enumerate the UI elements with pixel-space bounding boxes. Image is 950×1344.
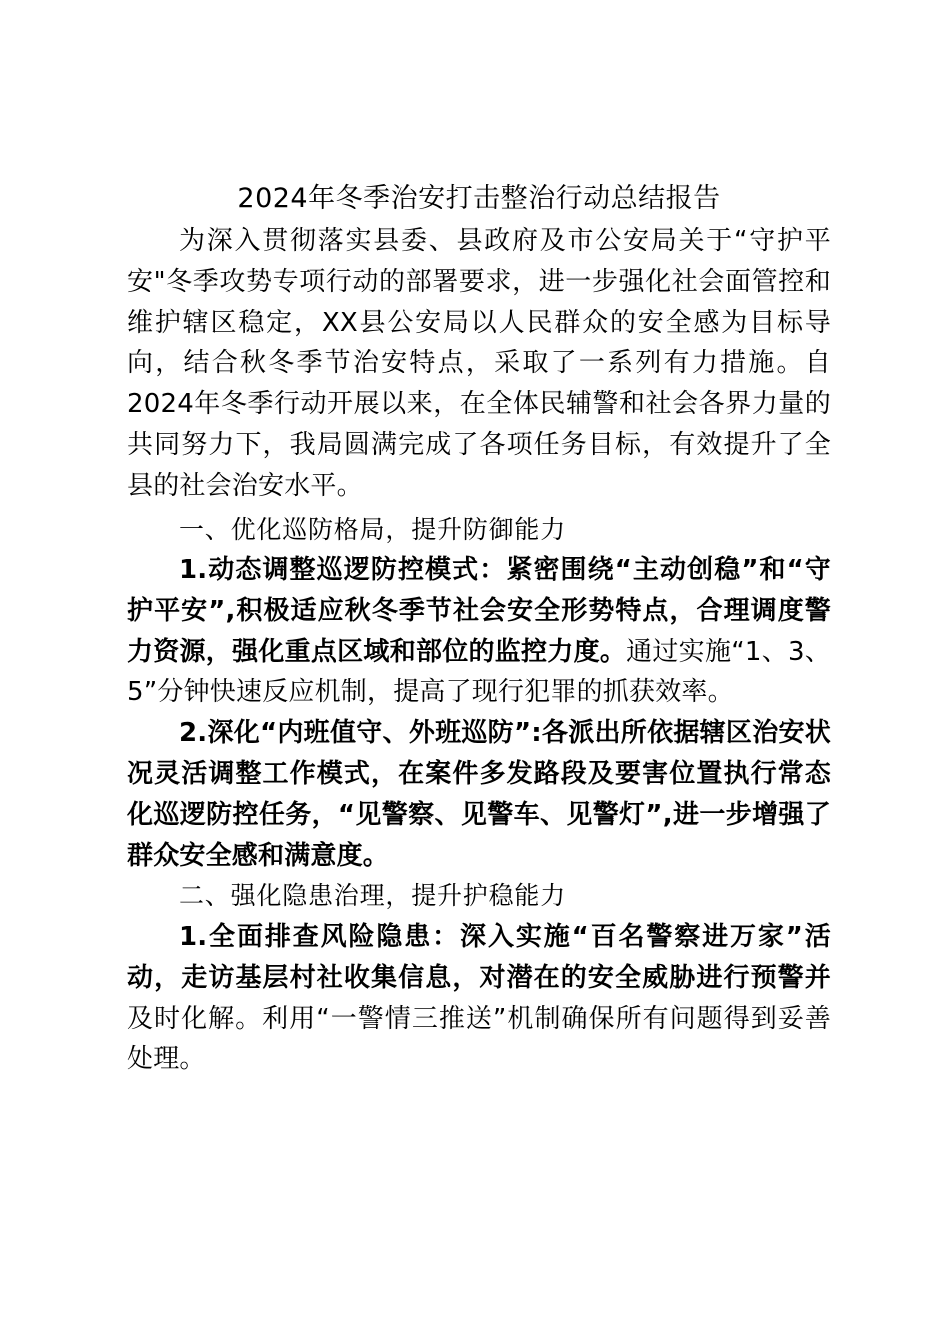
document-title: 2024年冬季治安打击整治行动总结报告 xyxy=(237,183,721,214)
section-1-heading: 一、优化巡防格局，提升防御能力 xyxy=(179,514,567,544)
section-1-item-2: 2.深化“内班值守、外班巡防”:各派出所依据辖区治安状况灵活调整工作模式，在案件多发路段及要害位置执行常态化巡逻防控任务，“见警察、见警车、见警灯”,进一步增强了群众安全感和满意度。 xyxy=(127,718,831,871)
section-1-item-1-bold: 1.动态调整巡逻防控模式：紧密围绕“主动创稳”和“守护平安”,积极适应秋冬季节社会安全形势特点，合理调度警力资源，强化重点区域和部位的监控力度。 xyxy=(127,555,831,667)
section-2-heading: 二、强化隐患治理，提升护稳能力 xyxy=(179,881,567,911)
document-page xyxy=(127,178,831,1080)
section-1-item-1-text: 通过实施“1、3、5”分钟快速反应机制，提高了现行犯罪的抓获效率。 xyxy=(127,636,831,708)
section-2-item-1-bold: 1.全面排查风险隐患：深入实施“百名警察进万家”活动，走访基层村社收集信息，对潜在的安全威胁进行预警并 xyxy=(127,921,831,993)
section-2-item-1 xyxy=(127,917,831,1080)
section-1-item-1 xyxy=(127,550,831,713)
section-2-item-1-text: 及时化解。利用“一警情三推送”机制确保所有问题得到妥善处理。 xyxy=(127,1003,831,1075)
intro-paragraph: 为深入贯彻落实县委、县政府及市公安局关于“守护平安"冬季攻势专项行动的部署要求，进一步强化社会面管控和维护辖区稳定，XX县公安局以人民群众的安全感为目标导向，结合秋冬季节治安特点，采取了一系列有力措施。自2024年冬季行动开展以来，在全体民辅警和社会各界力量的共同努力下，我局圆满完成了各项任务目标，有效提升了全县的社会治安水平。 xyxy=(127,226,831,501)
